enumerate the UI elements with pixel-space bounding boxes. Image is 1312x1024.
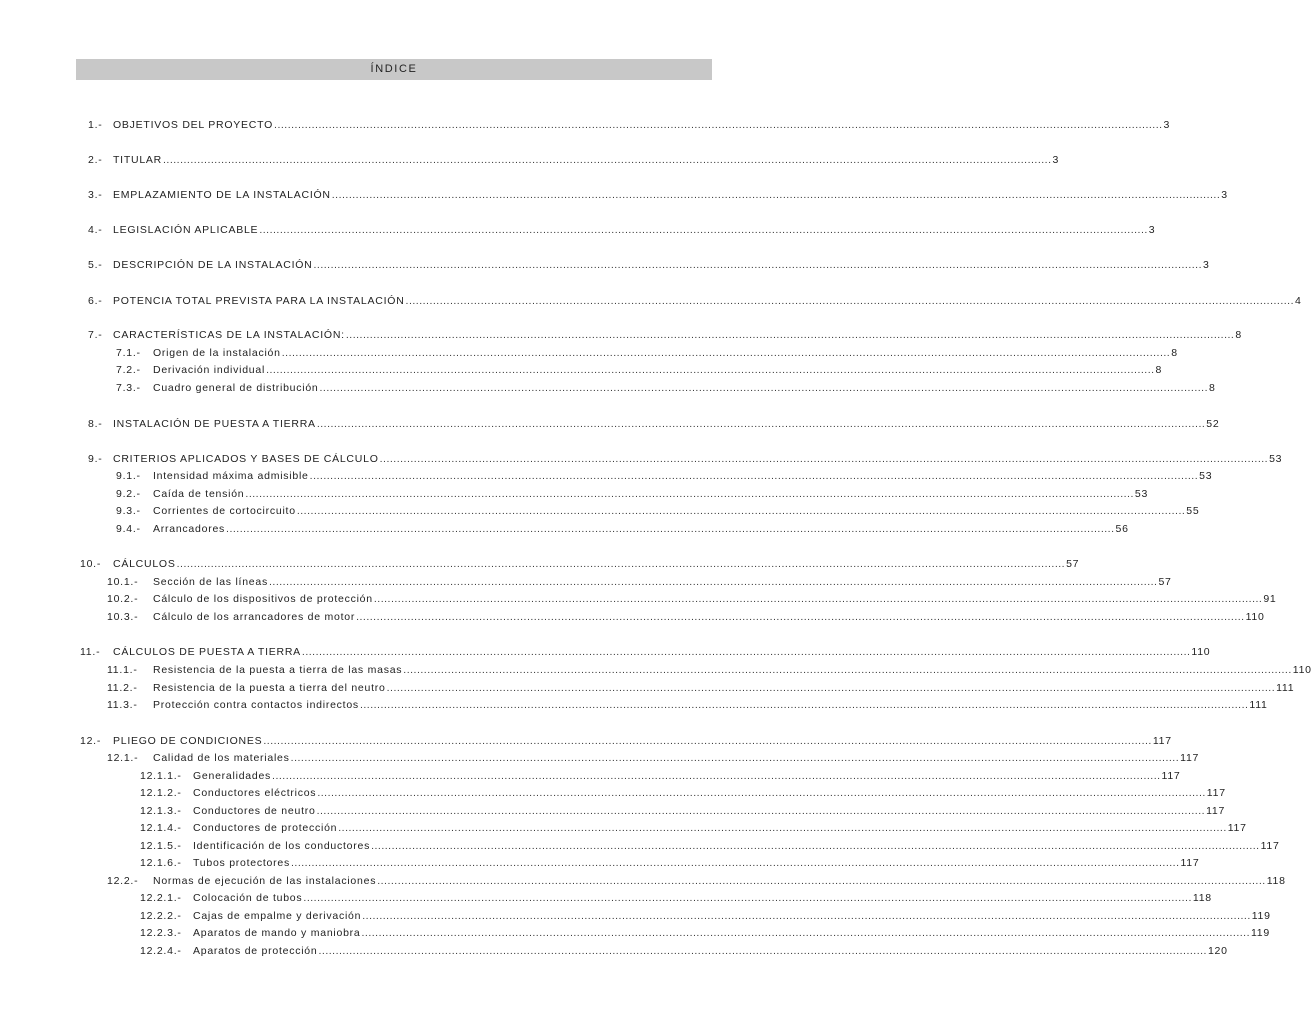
toc-entry[interactable] [107,610,1265,624]
toc-entry[interactable] [88,188,1228,202]
toc-entry-number: 10.2.- [107,593,139,605]
dot-leader: .................................................................................................................................................................................................................................................................... [266,364,1155,376]
toc-entry-page: 8 [1235,329,1242,341]
toc-entry[interactable] [88,294,1302,308]
toc-entry-number: 7.1.- [116,347,141,359]
toc-entry-title: Identificación de los conductores [193,840,371,852]
toc-entry-number: 9.- [88,453,103,465]
toc-entry-page: 117 [1161,770,1181,782]
toc-entry-page: 56 [1115,523,1129,535]
toc-entry[interactable] [140,909,1271,923]
toc-entry-number: 7.2.- [116,364,141,376]
toc-entry-page: 3 [1203,259,1210,271]
toc-entry-number: 11.- [80,646,101,658]
toc-entry[interactable] [80,734,1172,748]
toc-entry-page: 118 [1266,875,1286,887]
dot-leader: .................................................................................................................................................................................................................................................................... [290,752,1180,764]
toc-entry[interactable] [116,381,1216,395]
toc-entry-number: 10.3.- [107,611,139,623]
toc-entry-title: CARACTERÍSTICAS DE LA INSTALACIÓN: [113,329,345,341]
toc-entry-page: 52 [1206,418,1220,430]
toc-entry-title: Resistencia de la puesta a tierra de las masas [153,664,403,676]
toc-entry-page: 3 [1148,224,1156,236]
toc-entry-number: 12.1.3.- [140,805,182,817]
toc-entry-page: 91 [1263,593,1277,605]
toc-entry-title: Generalidades [193,770,272,782]
toc-entry[interactable] [140,769,1181,783]
toc-entry-title: Protección contra contactos indirectos [153,699,359,711]
toc-entry-number: 10.- [80,558,102,570]
toc-entry-title: Tubos protectores [193,857,290,869]
toc-entry-page: 57 [1158,576,1172,588]
toc-entry-number: 11.2.- [107,682,138,694]
toc-entry-page: 117 [1206,805,1226,817]
toc-entry-number: 5.- [88,259,103,271]
toc-entry-number: 12.1.- [107,752,139,764]
toc-entry[interactable] [140,856,1200,870]
toc-entry-title: Cajas de empalme y derivación [193,910,362,922]
toc-entry-number: 1.- [88,119,103,131]
dot-leader: .................................................................................................................................................................................................................................................................... [309,470,1199,482]
dot-leader: .................................................................................................................................................................................................................................................................... [281,347,1171,359]
toc-entry[interactable] [140,786,1226,800]
toc-entry[interactable] [88,223,1156,237]
toc-entry[interactable] [88,258,1210,272]
toc-entry[interactable] [107,874,1286,888]
dot-leader: .................................................................................................................................................................................................................................................................... [371,840,1260,852]
toc-entry-title: CRITERIOS APLICADOS Y BASES DE CÁLCULO [113,453,379,465]
toc-entry-title: Aparatos de protección [193,945,318,957]
toc-entry-number: 12.1.6.- [140,857,182,869]
toc-entry[interactable] [107,663,1312,677]
dot-leader: .................................................................................................................................................................................................................................................................... [345,329,1235,341]
toc-entry-title: PLIEGO DE CONDICIONES [113,735,263,747]
toc-entry-number: 12.1.2.- [140,787,182,799]
toc-entry[interactable] [107,681,1295,695]
toc-entry-page: 117 [1260,840,1280,852]
toc-entry-number: 9.2.- [116,488,141,500]
dot-leader: .................................................................................................................................................................................................................................................................... [301,646,1191,658]
toc-entry-page: 4 [1295,295,1302,307]
toc-entry-number: 3.- [88,189,103,201]
dot-leader: .................................................................................................................................................................................................................................................................... [359,699,1249,711]
toc-entry-title: Origen de la instalación [153,347,281,359]
dot-leader: .................................................................................................................................................................................................................................................................... [272,770,1161,782]
toc-entry-page: 118 [1192,892,1212,904]
dot-leader: .................................................................................................................................................................................................................................................................... [316,805,1206,817]
toc-entry[interactable] [107,698,1268,712]
toc-entry-number: 9.1.- [116,470,141,482]
toc-entry-title: DESCRIPCIÓN DE LA INSTALACIÓN [113,259,313,271]
toc-entry-page: 117 [1180,857,1200,869]
toc-entry-page: 117 [1227,822,1247,834]
dot-leader: .................................................................................................................................................................................................................................................................... [373,593,1263,605]
toc-entry[interactable] [140,804,1226,818]
toc-entry-title: Caída de tensión [153,488,245,500]
toc-entry-number: 7.- [88,329,103,341]
toc-entry[interactable] [140,821,1247,835]
toc-entry-page: 55 [1186,505,1200,517]
toc-entry[interactable] [88,328,1242,342]
toc-entry[interactable] [107,751,1200,765]
toc-entry-page: 111 [1249,699,1268,711]
toc-entry-page: 3 [1221,189,1228,201]
toc-entry-page: 117 [1180,752,1200,764]
toc-entry-number: 2.- [88,154,103,166]
toc-entry-page: 8 [1209,382,1216,394]
toc-entry[interactable] [88,452,1283,466]
dot-leader: .................................................................................................................................................................................................................................................................... [362,910,1251,922]
toc-entry-number: 12.1.5.- [140,840,182,852]
toc-entry-number: 12.1.1.- [140,770,182,782]
dot-leader: .................................................................................................................................................................................................................................................................... [405,295,1295,307]
toc-entry-page: 117 [1152,735,1172,747]
toc-entry-page: 53 [1134,488,1149,500]
dot-leader: .................................................................................................................................................................................................................................................................... [317,787,1206,799]
toc-entry-number: 11.1.- [107,664,138,676]
index-title: ÍNDICE [76,59,712,80]
toc-entry-page: 57 [1066,558,1080,570]
toc-entry-number: 9.3.- [116,505,141,517]
toc-entry-page: 8 [1171,347,1178,359]
toc-entry[interactable] [116,469,1213,483]
toc-entry-title: Calidad de los materiales [153,752,290,764]
dot-leader: .................................................................................................................................................................................................................................................................... [361,927,1250,939]
toc-entry[interactable] [80,557,1080,571]
toc-entry-page: 8 [1155,364,1163,376]
toc-entry-title: Cálculo de los arrancadores de motor [153,611,356,623]
toc-entry-title: Arrancadores [153,523,226,535]
toc-entry-page: 3 [1052,154,1060,166]
toc-entry-number: 12.2.2.- [140,910,182,922]
toc-entry-title: Normas de ejecución de las instalaciones [153,875,377,887]
toc-entry-page: 119 [1251,910,1271,922]
toc-entry-page: 110 [1292,664,1312,676]
toc-entry-title: Derivación individual [153,364,266,376]
dot-leader: .................................................................................................................................................................................................................................................................... [403,664,1292,676]
toc-entry-title: POTENCIA TOTAL PREVISTA PARA LA INSTALACIÓN [113,295,405,307]
toc-entry-page: 120 [1207,945,1228,957]
toc-entry-title: Colocación de tubos [193,892,303,904]
toc-entry-title: CÁLCULOS DE PUESTA A TIERRA [113,646,301,658]
toc-entry-title: Cuadro general de distribución [153,382,319,394]
dot-leader: .................................................................................................................................................................................................................................................................... [291,857,1180,869]
toc-entry[interactable] [80,645,1211,659]
dot-leader: .................................................................................................................................................................................................................................................................... [316,418,1206,430]
toc-entry-title: CÁLCULOS [113,558,176,570]
dot-leader: .................................................................................................................................................................................................................................................................... [331,189,1221,201]
dot-leader: .................................................................................................................................................................................................................................................................... [379,453,1269,465]
toc-entry-number: 12.2.4.- [140,945,182,957]
toc-entry-number: 12.2.- [107,875,139,887]
toc-entry-number: 10.1.- [107,576,139,588]
toc-entry-page: 111 [1276,682,1295,694]
toc-entry-title: INSTALACIÓN DE PUESTA A TIERRA [113,418,316,430]
dot-leader: .................................................................................................................................................................................................................................................................... [176,558,1066,570]
toc-entry-title: EMPLAZAMIENTO DE LA INSTALACIÓN [113,189,331,201]
toc-entry[interactable] [88,118,1171,132]
toc-entry-number: 4.- [88,224,103,236]
dot-leader: .................................................................................................................................................................................................................................................................... [319,382,1208,394]
toc-entry-number: 12.2.1.- [140,892,182,904]
toc-entry[interactable] [88,153,1060,167]
toc-entry-number: 8.- [88,418,103,430]
toc-entry-title: Resistencia de la puesta a tierra del neutro [153,682,386,694]
toc-entry[interactable] [107,592,1277,606]
toc-entry[interactable] [140,944,1228,958]
toc-entry-title: Sección de las líneas [153,576,268,588]
dot-leader: .................................................................................................................................................................................................................................................................... [313,259,1202,271]
dot-leader: .................................................................................................................................................................................................................................................................... [226,523,1115,535]
toc-entry[interactable] [140,891,1212,905]
dot-leader: .................................................................................................................................................................................................................................................................... [338,822,1227,834]
dot-leader: .................................................................................................................................................................................................................................................................... [274,119,1163,131]
toc-entry-number: 12.- [80,735,102,747]
dot-leader: .................................................................................................................................................................................................................................................................... [303,892,1192,904]
toc-entry-title: Conductores de neutro [193,805,316,817]
toc-entry-page: 117 [1206,787,1226,799]
toc-entry-page: 53 [1199,470,1213,482]
toc-entry[interactable] [116,522,1129,536]
toc-entry-title: Intensidad máxima admisible [153,470,309,482]
dot-leader: .................................................................................................................................................................................................................................................................... [259,224,1148,236]
toc-entry-number: 12.2.3.- [140,927,182,939]
dot-leader: .................................................................................................................................................................................................................................................................... [377,875,1266,887]
toc-entry-title: Cálculo de los dispositivos de protección [153,593,373,605]
toc-entry-page: 53 [1269,453,1283,465]
toc-entry[interactable] [107,575,1172,589]
toc-entry-page: 110 [1245,611,1265,623]
toc-entry-title: Aparatos de mando y maniobra [193,927,361,939]
toc-entry-number: 7.3.- [116,382,141,394]
dot-leader: .................................................................................................................................................................................................................................................................... [296,505,1186,517]
toc-entry-title: LEGISLACIÓN APLICABLE [113,224,259,236]
toc-entry-title: Conductores eléctricos [193,787,317,799]
toc-entry-number: 12.1.4.- [140,822,182,834]
toc-entry-page: 110 [1191,646,1211,658]
toc-entry[interactable] [140,926,1270,940]
toc-entry-number: 9.4.- [116,523,141,535]
dot-leader: .................................................................................................................................................................................................................................................................... [245,488,1134,500]
toc-entry[interactable] [88,417,1220,431]
toc-entry-page: 3 [1163,119,1171,131]
toc-entry-number: 6.- [88,295,103,307]
toc-entry-title: TITULAR [113,154,163,166]
toc-entry[interactable] [116,504,1200,518]
toc-entry-page: 119 [1251,927,1270,939]
dot-leader: .................................................................................................................................................................................................................................................................... [163,154,1052,166]
toc-entry[interactable] [140,839,1280,853]
toc-entry[interactable] [116,363,1163,377]
dot-leader: .................................................................................................................................................................................................................................................................... [318,945,1207,957]
dot-leader: .................................................................................................................................................................................................................................................................... [263,735,1152,747]
dot-leader: .................................................................................................................................................................................................................................................................... [356,611,1245,623]
toc-entry-title: OBJETIVOS DEL PROYECTO [113,119,274,131]
toc-entry[interactable] [116,346,1178,360]
dot-leader: .................................................................................................................................................................................................................................................................... [386,682,1276,694]
toc-entry-number: 11.3.- [107,699,138,711]
toc-entry-title: Conductores de protección [193,822,338,834]
toc-entry-title: Corrientes de cortocircuito [153,505,296,517]
dot-leader: .................................................................................................................................................................................................................................................................... [268,576,1158,588]
toc-entry[interactable] [116,487,1149,501]
